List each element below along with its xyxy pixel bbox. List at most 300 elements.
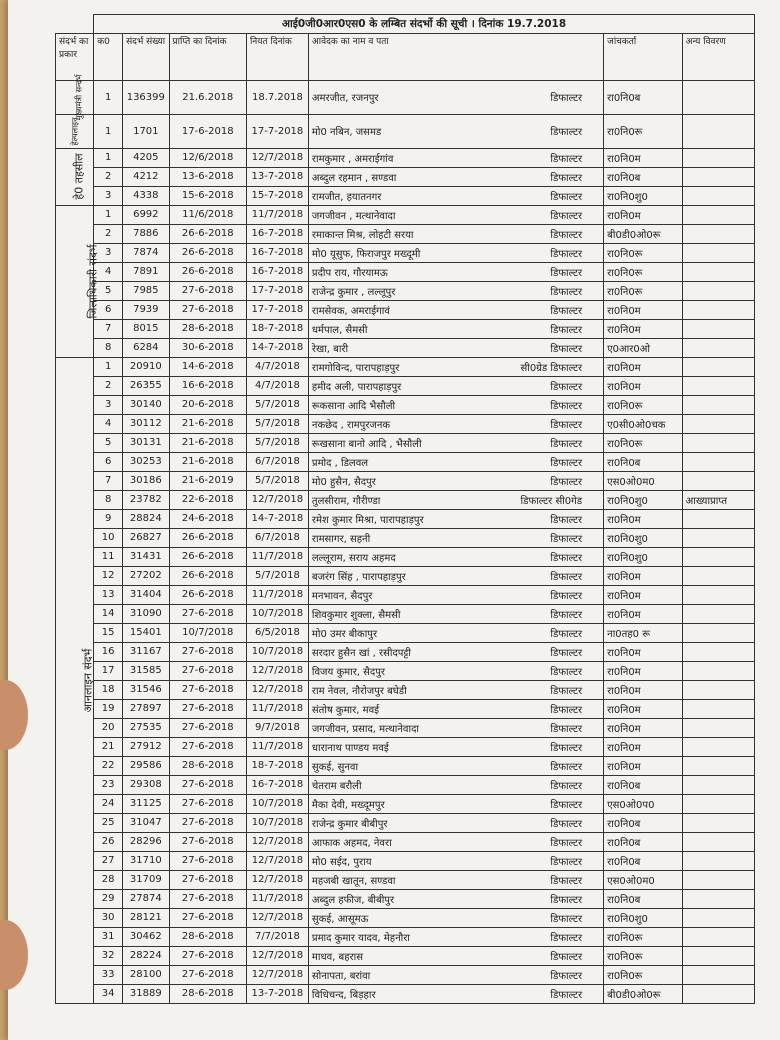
receipt-date: 27-6-2018 [169,642,246,661]
category-label [56,74,94,120]
applicant-name: संतोष कुमार, मवई [311,704,380,716]
due-date: 5/7/2018 [246,395,308,414]
reference-number: 28224 [123,946,169,965]
remarks-cell [682,585,754,604]
due-date: 5/7/2018 [246,471,308,490]
row-number: 3 [94,186,123,205]
row-number: 23 [94,775,123,794]
receipt-date: 26-6-2018 [169,566,246,585]
table-row [56,908,755,927]
applicant-cell [308,946,603,965]
receipt-date: 21.6.2018 [169,80,246,114]
status-label: डिफाल्टर [550,172,583,184]
applicant-name: रामजीत, हयातनगर [311,191,382,203]
reference-number: 27535 [123,718,169,737]
status-label: डिफाल्टर [550,552,583,564]
row-number: 7 [94,319,123,338]
due-date: 14-7-2018 [246,338,308,357]
due-date: 12/7/2018 [246,661,308,680]
officer-cell: रा0नि0रू [604,243,682,262]
reference-number: 4338 [123,186,169,205]
applicant-cell [308,585,603,604]
officer-cell: रा0नि0म [604,680,682,699]
due-date: 10/7/2018 [246,794,308,813]
remarks-cell [682,205,754,224]
row-number: 18 [94,680,123,699]
applicant-cell [308,357,603,376]
due-date: 6/7/2018 [246,528,308,547]
applicant-cell [308,927,603,946]
due-date: 11/7/2018 [246,737,308,756]
officer-cell: रा0नि0म [604,376,682,395]
remarks-cell [682,452,754,471]
row-number: 10 [94,528,123,547]
applicant-name: प्रमाद कुमार यादव, मेहनौरा [311,932,410,944]
applicant-name: बजरंग सिंह , पारापहाड़पुर [311,571,406,583]
receipt-date: 27-6-2018 [169,718,246,737]
due-date: 12/7/2018 [246,965,308,984]
reference-number: 6284 [123,338,169,357]
receipt-date: 26-6-2018 [169,224,246,243]
table-row [56,946,755,965]
officer-cell: रा0नि0ब [604,851,682,870]
row-number: 1 [94,148,123,167]
receipt-date: 27-6-2018 [169,680,246,699]
reference-number: 4205 [123,148,169,167]
status-label: सी0ग्रेड डिफाल्टर [520,362,583,374]
receipt-date: 27-6-2018 [169,889,246,908]
reference-number: 27897 [123,699,169,718]
remarks-cell [682,870,754,889]
applicant-cell [308,775,603,794]
remarks-cell [682,946,754,965]
receipt-date: 26-6-2018 [169,243,246,262]
receipt-date: 28-6-2018 [169,319,246,338]
applicant-cell [308,813,603,832]
reference-number: 31167 [123,642,169,661]
officer-cell: रा0नि0शु0 [604,547,682,566]
reference-number: 7985 [123,281,169,300]
remarks-cell [682,114,754,148]
table-row [56,376,755,395]
applicant-cell [308,737,603,756]
reference-number: 30462 [123,927,169,946]
reference-number: 26827 [123,528,169,547]
remarks-cell [682,243,754,262]
applicant-name: महजबी खातून, सण्डवा [311,875,396,887]
reference-number: 27912 [123,737,169,756]
officer-cell: बी0डी0ओ0रू [604,984,682,1003]
applicant-name: आफाक अहमद, नेवरा [311,837,392,849]
applicant-name: सरदार हुसैन खां , रसीदपट्टी [311,647,411,659]
table-row [56,870,755,889]
applicant-name: जगजीवन , मत्थानेवादा [311,210,396,222]
applicant-name: रूकसाना आदि भैसौली [311,400,396,412]
receipt-date: 30-6-2018 [169,338,246,357]
row-number: 1 [94,357,123,376]
remarks-cell [682,338,754,357]
row-number: 30 [94,908,123,927]
remarks-cell [682,889,754,908]
reference-number: 26355 [123,376,169,395]
applicant-cell [308,186,603,205]
due-date: 14-7-2018 [246,509,308,528]
table-row [56,262,755,281]
officer-cell: रा0नि0रू [604,965,682,984]
status-label: डिफाल्टर [550,875,583,887]
page-title: आई0जी0आर0एस0 के लम्बित संदर्भो की सूची । दिनांक 19.7.2018 [94,15,755,34]
remarks-cell [682,756,754,775]
reference-number: 7939 [123,300,169,319]
reference-number: 31125 [123,794,169,813]
remarks-cell [682,319,754,338]
status-label: डिफाल्टर [550,514,583,526]
applicant-name: अमरजीत, रजनपुर [311,93,379,104]
status-label: डिफाल्टर [550,210,583,222]
applicant-cell [308,661,603,680]
table-row [56,433,755,452]
reference-number: 4212 [123,167,169,186]
table-row [56,319,755,338]
status-label: डिफाल्टर [550,400,583,412]
table-row [56,528,755,547]
applicant-cell [308,794,603,813]
due-date: 6/5/2018 [246,623,308,642]
due-date: 5/7/2018 [246,433,308,452]
applicant-cell [308,262,603,281]
applicant-name: राजेन्द्र कुमार , लल्लूपुर [311,286,396,298]
applicant-cell [308,452,603,471]
table-row [56,395,755,414]
due-date: 12/7/2018 [246,148,308,167]
remarks-cell [682,908,754,927]
applicant-name: मो0 हुसैन, सैदपुर [311,476,376,488]
receipt-date: 17-6-2018 [169,114,246,148]
table-row [56,623,755,642]
officer-cell: एस0ओ0म0 [604,471,682,490]
remarks-cell [682,642,754,661]
status-label: डिफाल्टर [550,951,583,963]
remarks-cell [682,680,754,699]
applicant-name: विधिचन्द, बिड़हार [311,989,376,1001]
officer-cell: रा0नि0म [604,566,682,585]
officer-cell: रा0नि0ब [604,832,682,851]
status-label: डिफाल्टर [550,970,583,982]
row-number: 19 [94,699,123,718]
due-date: 11/7/2018 [246,205,308,224]
applicant-name: मैका देवी, मख्दूमपुर [311,799,385,811]
officer-cell: रा0नि0म [604,604,682,623]
remarks-cell [682,433,754,452]
row-number: 32 [94,946,123,965]
receipt-date: 24-6-2018 [169,509,246,528]
row-number: 22 [94,756,123,775]
applicant-cell [308,851,603,870]
due-date: 5/7/2018 [246,414,308,433]
officer-cell: रा0नि0शु0 [604,490,682,509]
applicant-name: धारानाथ पाण्डय मवई [311,742,389,754]
row-number: 15 [94,623,123,642]
applicant-cell [308,756,603,775]
row-number: 5 [94,281,123,300]
reference-number: 31404 [123,585,169,604]
status-label: डिफाल्टर [550,628,583,640]
officer-cell: रा0नि0ब [604,813,682,832]
row-number: 25 [94,813,123,832]
applicant-cell [308,319,603,338]
receipt-date: 28-6-2018 [169,756,246,775]
officer-cell: रा0नि0शु0 [604,186,682,205]
status-label: डिफाल्टर [550,723,583,735]
table-row [56,984,755,1003]
due-date: 12/7/2018 [246,946,308,965]
officer-cell: रा0नि0शु0 [604,908,682,927]
row-number: 17 [94,661,123,680]
status-label: डिफाल्टर [550,780,583,792]
receipt-date: 21-6-2018 [169,433,246,452]
reference-number: 15401 [123,623,169,642]
remarks-cell: आख्याप्राप्त [682,490,754,509]
due-date: 18-7-2018 [246,756,308,775]
applicant-name: चेतराम बरौली [311,780,362,792]
row-number: 12 [94,566,123,585]
table-row [56,737,755,756]
table-row [56,490,755,509]
category-label [56,205,100,357]
receipt-date: 20-6-2018 [169,395,246,414]
applicant-name: रमाकान्त मिश्र, लोहटी सरया [311,229,414,241]
applicant-name: मो0 यूसुफ, फिराजपुर मख्दूमी [311,248,421,260]
status-label: डिफाल्टर [550,685,583,697]
remarks-cell [682,300,754,319]
applicant-name: हमीद अली, पारापहाड़पुर [311,381,402,393]
officer-cell: एस0ओ0म0 [604,870,682,889]
receipt-date: 26-6-2018 [169,585,246,604]
applicant-cell [308,414,603,433]
receipt-date: 26-6-2018 [169,528,246,547]
officer-cell: रा0नि0रू [604,395,682,414]
receipt-date: 27-6-2018 [169,908,246,927]
header-officer: जांचकर्ता [604,33,682,80]
receipt-date: 28-6-2018 [169,927,246,946]
applicant-cell [308,623,603,642]
remarks-cell [682,528,754,547]
officer-cell: रा0नि0रू [604,927,682,946]
reference-number: 7874 [123,243,169,262]
table-row [56,775,755,794]
receipt-date: 27-6-2018 [169,281,246,300]
header-receipt-date: प्राप्ति का दिनांक [169,33,246,80]
status-label: डिफाल्टर [550,533,583,545]
due-date: 12/7/2018 [246,832,308,851]
officer-cell: रा0नि0म [604,319,682,338]
applicant-cell [308,167,603,186]
due-date: 16-7-2018 [246,243,308,262]
remarks-cell [682,357,754,376]
applicant-cell [308,433,603,452]
reference-number: 136399 [123,80,169,114]
status-label: डिफाल्टर [550,476,583,488]
due-date: 10/7/2018 [246,813,308,832]
applicant-cell [308,471,603,490]
due-date: 18.7.2018 [246,80,308,114]
officer-cell: रा0नि0ब [604,80,682,114]
table-row [56,889,755,908]
remarks-cell [682,167,754,186]
applicant-cell [308,566,603,585]
reference-number: 30186 [123,471,169,490]
row-number: 5 [94,433,123,452]
receipt-date: 16-6-2018 [169,376,246,395]
receipt-date: 26-6-2018 [169,547,246,566]
due-date: 6/7/2018 [246,452,308,471]
header-due-date: नियत दिनांक [246,33,308,80]
category-text: जिलाधिकारी संदर्भ [86,243,100,319]
officer-cell: रा0नि0म [604,699,682,718]
table-row [56,718,755,737]
applicant-cell [308,604,603,623]
reference-number: 30131 [123,433,169,452]
applicant-name: रूखसाना बानो आदि , भैसौली [311,438,422,450]
applicant-cell [308,509,603,528]
applicant-cell [308,965,603,984]
pending-references-table [55,14,755,1004]
table-row [56,699,755,718]
applicant-cell [308,376,603,395]
remarks-cell [682,281,754,300]
table-row [56,452,755,471]
applicant-name: अब्दुल रहमान , सण्डवा [311,172,397,184]
table-row [56,965,755,984]
officer-cell: रा0नि0रू [604,281,682,300]
receipt-date: 27-6-2018 [169,965,246,984]
row-number: 2 [94,224,123,243]
receipt-date: 27-6-2018 [169,604,246,623]
applicant-name: रमेश कुमार मिश्रा, पारापहाड़पुर [311,514,424,526]
header-remarks: अन्य विवरण [682,33,754,80]
applicant-cell [308,490,603,509]
due-date: 18-7-2018 [246,319,308,338]
row-number: 8 [94,338,123,357]
applicant-name: रामसेवक, अमराईगावं [311,305,390,317]
officer-cell: रा0नि0ब [604,452,682,471]
table-row [56,509,755,528]
due-date: 17-7-2018 [246,114,308,148]
remarks-cell [682,775,754,794]
status-label: डिफाल्टर [550,647,583,659]
applicant-cell [308,889,603,908]
remarks-cell [682,699,754,718]
applicant-cell [308,870,603,889]
status-label: डिफाल्टर [550,666,583,678]
officer-cell: रा0नि0रू [604,946,682,965]
table-row [56,148,755,167]
receipt-date: 15-6-2018 [169,186,246,205]
table-row [56,114,755,148]
remarks-cell [682,471,754,490]
reference-number: 31709 [123,870,169,889]
due-date: 11/7/2018 [246,585,308,604]
category-text: आनलाइन संदर्भ [81,648,95,712]
remarks-cell [682,604,754,623]
reference-number: 30140 [123,395,169,414]
row-number: 3 [94,395,123,414]
row-number: 34 [94,984,123,1003]
applicant-name: रेखा, बारी [311,343,349,355]
applicant-cell [308,680,603,699]
row-number: 1 [94,80,123,114]
table-row [56,205,755,224]
applicant-name: प्रमोद , डिलवल [311,457,369,469]
applicant-cell [308,908,603,927]
due-date: 9/7/2018 [246,718,308,737]
reference-number: 30253 [123,452,169,471]
table-row [56,794,755,813]
table-row [56,224,755,243]
officer-cell: ना0तह0 रू [604,623,682,642]
remarks-cell [682,566,754,585]
table-row [56,756,755,775]
applicant-name: सोनापता, बरांवा [311,970,371,982]
officer-cell: रा0नि0म [604,205,682,224]
applicant-cell [308,984,603,1003]
applicant-name: राम नेवल, नौरोजपुर बघेडी [311,685,407,697]
officer-cell: एस0ओ0प0 [604,794,682,813]
row-number: 33 [94,965,123,984]
reference-number: 31889 [123,984,169,1003]
table-row [56,186,755,205]
status-label: डिफाल्टर [550,704,583,716]
status-label: डिफाल्टर [550,894,583,906]
reference-number: 28296 [123,832,169,851]
status-label: डिफाल्टर [550,837,583,849]
row-number: 2 [94,167,123,186]
status-label: डिफाल्टर [550,818,583,830]
officer-cell: रा0नि0शु0 [604,528,682,547]
officer-cell: रा0नि0रू [604,262,682,281]
receipt-date: 21-6-2019 [169,471,246,490]
receipt-date: 27-6-2018 [169,737,246,756]
applicant-name: प्रदीप राय, गौरयामऊ [311,267,388,279]
reference-number: 31047 [123,813,169,832]
receipt-date: 21-6-2018 [169,414,246,433]
officer-cell: रा0नि0रू [604,114,682,148]
remarks-cell [682,927,754,946]
remarks-cell [682,395,754,414]
remarks-cell [682,186,754,205]
table-row [56,661,755,680]
due-date: 5/7/2018 [246,566,308,585]
applicant-cell [308,832,603,851]
remarks-cell [682,80,754,114]
due-date: 12/7/2018 [246,908,308,927]
category-text: मुख्यमंत्री सन्दर्भ [74,74,84,120]
applicant-cell [308,699,603,718]
applicant-name: विजय कुमार, सैदपुर [311,666,385,678]
reference-number: 30112 [123,414,169,433]
reference-number: 29586 [123,756,169,775]
category-label [56,148,94,205]
remarks-cell [682,832,754,851]
applicant-name: मो0 सईद, पुराय [311,856,372,868]
remarks-cell [682,737,754,756]
officer-cell: रा0नि0म [604,718,682,737]
receipt-date: 27-6-2018 [169,699,246,718]
receipt-date: 27-6-2018 [169,775,246,794]
applicant-cell [308,642,603,661]
reference-number: 31710 [123,851,169,870]
due-date: 4/7/2018 [246,376,308,395]
